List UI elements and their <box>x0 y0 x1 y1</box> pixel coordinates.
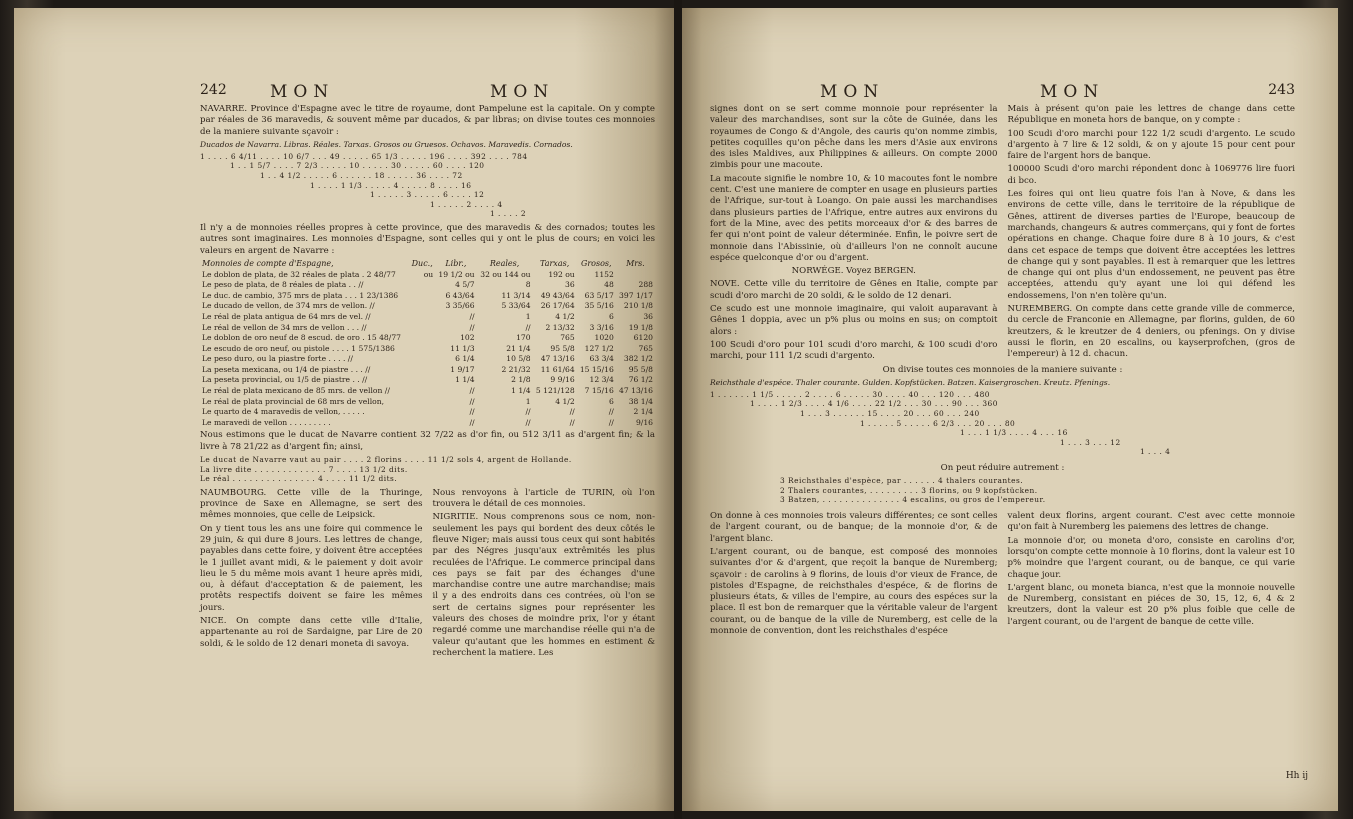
coin-value-cell: // <box>469 311 475 321</box>
argent-blanc-paragraph: L'argent blanc, ou moneta bianca, n'est que la monnoie nouvelle de Nuremberg, consistant en piéces de 30, 15, 12, 6, 4 & 2 kreutzers, dont la valeur est 20 p% plus foible que celle de l'argent courant, ou de l'argent de banque de cette ville. <box>1007 582 1295 627</box>
navarre-row: 1 . . . . . 2 . . . . 4 <box>430 199 503 209</box>
coin-value-cell: 765 <box>560 333 575 343</box>
navarre-paragraph: NAVARRE. Province d'Espagne avec le titre de royaume, dont Pampelune est la capitale. On y compte par réales de 36 maravedis, & souvent même par ducados, & par libras; on divise toutes ces monnoies de la maniere suivante sçavoir : <box>200 104 655 137</box>
navarre-row: 1 . . . . 2 <box>490 209 527 219</box>
navarre-row: 1 . . . . 6 4/11 . . . . 10 6/7 . . . 49 . . . . . 65 1/3 . . . . . 196 . . . . 392 . . . . 784 <box>200 151 528 161</box>
coin-value-cell: 4 1/2 <box>555 311 575 321</box>
nuremberg-paragraph: NUREMBERG. On compte dans cette grande ville de commerce, du cercle de Franconie en Allemagne, par florins, gulden, de 60 kreutzers, & le kreutzer de 4 deniers, ou pfenings. On y divise aussi le florin, en 20 escalins, ou kayserprofchen, (gros de l'empereur) à 12 d. chacun. <box>1007 304 1295 360</box>
navarre-row: 1 . . 4 1/2 . . . . . 6 . . . . . . 18 . . . . . 36 . . . . 72 <box>260 171 463 181</box>
coin-value-cell: 7 15/16 <box>584 386 614 396</box>
table-body <box>200 270 655 429</box>
coin-value-cell: 192 ou <box>548 269 575 279</box>
coin-value-cell: // <box>469 322 475 332</box>
coin-value-cell: 15 15/16 <box>579 364 614 374</box>
foire-paragraph: On y tient tous les ans une foire qui commence le 29 juin, & qui dure 8 jours. Les lettres de change, payables dans cette foire, y doivent être acceptées le 1 juillet avant midi, & le paiement y doit avoir lieu le 5 du même mois avant 1 heure après midi, ou, à défaut d'acceptation & de paiement, les protêts respectifs doivent se faire les mêmes jours. <box>200 523 423 613</box>
left-content <box>200 104 655 661</box>
equivalence-row: Le réal . . . . . . . . . . . . . . . 4 . . . . 11 1/2 dits. <box>200 474 398 484</box>
scudi-oro-paragraph: 100 Scudi d'oro marchi pour 122 1/2 scudi d'argento. Le scudo d'argento à 7 lire & 12 soldi, & on y ajoute 15 pour cent pour faire de l'argent hors de banque. <box>1007 128 1295 162</box>
reduce-row: 3 Reichsthales d'espèce, par . . . . . . 4 thalers courantes. <box>780 476 1024 486</box>
left-head-word-1: MON <box>270 82 335 102</box>
norwege-heading: NORWÉGE. Voyez BERGEN. <box>791 266 916 277</box>
coin-value-cell: // <box>569 407 575 417</box>
coin-value-cell: 1 <box>525 396 531 406</box>
coin-value-cell: // <box>525 417 531 427</box>
coin-value-cell: 63 5/17 <box>584 290 614 300</box>
coin-value-cell: 21 1/4 <box>506 343 531 353</box>
coin-value-cell: 6 1/4 <box>455 354 475 364</box>
reduce-row: 3 Batzen, . . . . . . . . . . . . . . 4 escalins, ou gros de l'empereur. <box>780 495 1046 505</box>
coin-name-cell: La peseta mexicana, ou 1/4 de piastre . . . // <box>202 364 371 374</box>
left-two-columns <box>200 488 655 661</box>
right-top-columns <box>710 104 1295 365</box>
right-content <box>710 104 1295 639</box>
coin-value-cell <box>409 344 435 355</box>
coin-name-cell: Le maravedi de vellon . . . . . . . . . <box>202 417 331 427</box>
coin-value-cell <box>409 291 435 302</box>
coin-value-cell <box>409 375 435 386</box>
coin-value-cell: 19 1/2 ou <box>438 269 475 279</box>
right-column-b <box>1008 104 1296 365</box>
coin-value-cell: 102 <box>460 333 475 343</box>
coin-value-cell: 2 21/32 <box>501 364 531 374</box>
navarre-row: 1 . . . . . 3 . . . . . 6 . . . . 12 <box>370 190 485 200</box>
col-header: Tarxas, <box>540 258 570 268</box>
coin-value-cell: 1 9/17 <box>450 364 475 374</box>
coin-value-cell <box>409 407 435 418</box>
coin-value-cell: 765 <box>638 343 653 353</box>
coin-value-cell: 26 17/64 <box>540 301 575 311</box>
coin-value-cell: ou <box>423 269 434 279</box>
coin-value-cell: 288 <box>638 280 653 290</box>
coin-value-cell: 5 33/64 <box>501 301 531 311</box>
table-row <box>200 397 655 408</box>
col-header: Duc., <box>411 258 433 268</box>
coin-name-cell: Le réal de plata antigua de 64 mrs de vel. // <box>202 311 371 321</box>
table-row <box>200 354 655 365</box>
right-bottom-column-a <box>710 511 998 639</box>
col-header: Reales, <box>489 258 520 268</box>
nigritie-paragraph: NIGRITIE. Nous comprenons sous ce nom, non-seulement les pays qui bordent des deux côtés le fleuve Niger; mais aussi tous ceux qui sont habités par des Négres jusqu'aux extrêmités les plus reculées de l'Afrique. Le commerce principal dans ces pays se fait par des échanges d'une marchandise contre une autre marchandise; mais il y a des endroits dans ces contrées, où l'on se sert de certains signes pour représenter les valeurs des choses de moindre prix, l'or y étant regardé comme une marchandise réelle qui n'a de valeur qu'autant que les hommes en estiment & recherchent la matiere. Les <box>432 512 655 658</box>
monnoie-or-paragraph: La monnoie d'or, ou moneta d'oro, consiste en carolins d'or, lorsqu'on compte cette monnoie à 10 florins, dont la valeur est 10 p% moindre que l'argent courant, ou de banque, ce qui varie chaque jour. <box>1007 535 1295 580</box>
coin-value-cell: 1020 <box>594 333 614 343</box>
coin-value-cell: 63 3/4 <box>589 354 614 364</box>
right-page <box>682 8 1338 811</box>
coin-value-cell: 6 43/64 <box>445 290 475 300</box>
coin-name-cell: Le peso de plata, de 8 réales de plata . . // <box>202 280 364 290</box>
coin-name-cell: Le doblon de plata, de 32 réales de plata . 2 48/77 <box>202 269 396 279</box>
coin-value-cell: 2 1/4 <box>633 407 653 417</box>
signature-mark: Hh ij <box>1285 771 1308 781</box>
table-row <box>200 365 655 376</box>
coin-name-cell: Le réal de plata mexicano de 85 mrs. de vellon // <box>202 386 390 396</box>
table-row <box>200 291 655 302</box>
coin-value-cell: 170 <box>516 333 531 343</box>
coin-value-cell: 4 5/7 <box>455 280 475 290</box>
coin-value-cell <box>409 312 435 323</box>
right-bottom-column-b <box>1008 511 1296 639</box>
coin-value-cell <box>409 397 435 408</box>
reduce-list <box>710 476 1295 505</box>
coin-value-cell: 210 1/8 <box>623 301 653 311</box>
right-running-head <box>710 82 1295 104</box>
coin-value-cell: 2 13/32 <box>545 322 575 332</box>
coin-value-cell: 11 61/64 <box>540 364 575 374</box>
navarre-row: 1 . . . . 1 1/3 . . . . . 4 . . . . . 8 . . . . 16 <box>310 180 472 190</box>
navarre-table <box>200 152 655 219</box>
reduce-line: On peut réduire autrement : <box>940 462 1065 473</box>
coin-name-cell: Le ducado de vellon, de 374 mrs de vellon. // <box>202 301 375 311</box>
coin-value-cell: 49 43/64 <box>540 290 575 300</box>
coin-value-cell <box>409 333 435 344</box>
navarre-table-header: Ducados de Navarra. Libras. Réales. Tarxas. Grosos ou Gruesos. Ochavos. Maravedis. Cornados. <box>200 139 573 149</box>
coin-value-cell: 6120 <box>633 333 653 343</box>
right-column-a <box>710 104 998 365</box>
coin-name-cell: Le duc. de cambio, 375 mrs de plata . . . 1 23/1386 <box>202 290 399 300</box>
reduce-row: 2 Thalers courantes, . . . . . . . . . 3 florins, ou 9 kopfstücken. <box>780 485 1038 495</box>
coin-value-cell: 127 1/2 <box>584 343 614 353</box>
coin-value-cell: 3 3/16 <box>589 322 614 332</box>
coin-value-cell: 95 5/8 <box>628 364 653 374</box>
spain-coin-table <box>200 259 655 429</box>
table-row <box>200 333 655 344</box>
coin-value-cell: 382 1/2 <box>623 354 653 364</box>
coin-value-cell: 2 1/8 <box>511 375 531 385</box>
right-head-word-1: MON <box>820 82 885 102</box>
estimate-paragraph: Nous estimons que le ducat de Navarre contient 32 7/22 as d'or fin, ou 512 3/11 as d'argent fin; & la livre à 78 21/22 as d'argent fin; ainsi, <box>200 430 655 452</box>
coin-value-cell: 1 <box>525 311 531 321</box>
left-head-word-2: MON <box>490 82 555 102</box>
nuremberg-row: 1 . . . 3 . . . . . . 15 . . . . 20 . . . 60 . . . 240 <box>800 409 980 419</box>
left-page-number: 242 <box>200 82 227 98</box>
scudi-paragraph: 100 Scudi d'oro pour 101 scudi d'oro marchi, & 100 scudi d'oro marchi, pour 111 1/2 scudi d'argento. <box>710 339 998 362</box>
table-row <box>200 407 655 418</box>
nuremberg-row: 1 . . . . . . 1 1/5 . . . . . 2 . . . . 6 . . . . . 30 . . . . 40 . . . 120 . . . 480 <box>710 389 990 399</box>
right-bottom-columns <box>710 511 1295 639</box>
coin-value-cell: 397 1/17 <box>619 290 653 300</box>
left-page <box>14 8 674 811</box>
col-header: Monnoies de compte d'Espagne, <box>202 258 334 268</box>
divide-line: On divise toutes ces monnoies de la maniere suivante : <box>882 364 1123 375</box>
nuremberg-row: 1 . . . 1 1/3 . . . . 4 . . . 16 <box>960 428 1068 438</box>
coin-value-cell <box>409 280 435 291</box>
table-row <box>200 312 655 323</box>
coin-value-cell <box>409 418 435 429</box>
coin-value-cell: 36 <box>565 280 575 290</box>
coin-value-cell: 1 1/4 <box>511 386 531 396</box>
signes-paragraph: signes dont on se sert comme monnoie pour représenter la valeur des marchandises, sont sur la côte de Guinée, dans les royaumes de Congo & d'Angole, des cauris qu'on nomme zimbis, petites coquilles qu'on pêche dans les mers d'Asie aux environs des isles Maldives, aux Philippines & ailleurs. On compte 2000 zimbis pour une macoute. <box>710 104 998 171</box>
coin-value-cell: 11 3/14 <box>501 290 531 300</box>
valeurs-paragraph: On donne à ces monnoies trois valeurs différentes; ce sont celles de l'argent courant, ou de banque; de la monnoie d'or, & de l'argent blanc. <box>710 511 998 544</box>
coin-name-cell: Le doblon de oro neuf de 8 escud. de oro . 15 48/77 <box>202 333 401 343</box>
coin-value-cell: // <box>469 386 475 396</box>
right-page-number: 243 <box>1268 82 1295 98</box>
table-row <box>200 418 655 429</box>
coin-value-cell: 6 <box>608 311 614 321</box>
scudi-lire-paragraph: 100000 Scudi d'oro marchi répondent donc à 1069776 lire fuori di bco. <box>1007 164 1295 186</box>
coin-value-cell: 35 5/16 <box>584 301 614 311</box>
navarre-row: 1 . . 1 5/7 . . . . 7 2/3 . . . . . 10 . . . . . 30 . . . . . 60 . . . . 120 <box>230 161 485 171</box>
table-row <box>200 375 655 386</box>
coin-value-cell: 6 <box>608 396 614 406</box>
coin-value-cell: 95 5/8 <box>550 343 575 353</box>
naumbourg-paragraph: NAUMBOURG. Cette ville de la Thuringe, province de Saxe en Allemagne, se sert des mêmes monnoies, que celle de Leipsick. <box>200 487 423 521</box>
table-row <box>200 270 655 281</box>
coin-value-cell: 48 <box>604 280 614 290</box>
coin-value-cell: 12 3/4 <box>589 375 614 385</box>
coin-value-cell <box>409 301 435 312</box>
equivalence-row: La livre dite . . . . . . . . . . . . . 7 . . . . 13 1/2 dits. <box>200 464 408 474</box>
coin-value-cell: 1 1/4 <box>455 375 475 385</box>
table-row <box>200 386 655 397</box>
nuremberg-table-header: Reichsthale d'espéce. Thaler courante. Gulden. Kopfstücken. Batzen. Kaisergroschen. Kreutz. Pfenings. <box>710 377 1111 387</box>
present-paragraph: Mais à présent qu'on paie les lettres de change dans cette République en moneta hors de banque, on y compte : <box>1007 104 1295 126</box>
coin-value-cell: 38 1/4 <box>628 396 653 406</box>
book-gutter <box>674 0 682 819</box>
coin-value-cell: // <box>569 417 575 427</box>
table-header-row <box>200 259 655 270</box>
coin-value-cell: 4 1/2 <box>555 396 575 406</box>
coin-value-cell: 3 35/66 <box>445 301 475 311</box>
coin-value-cell: 76 1/2 <box>628 375 653 385</box>
real-money-paragraph: Il n'y a de monnoies réelles propres à cette province, que des maravedis & des cornados; toutes les autres sont imaginaires. Les monnoies d'Espagne, sont celles qui y ont le plus de cours; en voici les valeurs en argent de Navarre : <box>200 223 655 256</box>
left-running-head <box>200 82 655 104</box>
coin-value-cell <box>409 365 435 376</box>
coin-value-cell: 32 ou 144 ou <box>480 269 531 279</box>
nuremberg-row: 1 . . . . . 5 . . . . . 6 2/3 . . . 20 . . . 80 <box>860 418 1016 428</box>
coin-value-cell: // <box>469 396 475 406</box>
coin-value-cell: 47 13/16 <box>540 354 575 364</box>
coin-value-cell: 5 121/128 <box>535 386 575 396</box>
left-column-a <box>200 488 423 661</box>
nuremberg-row: 1 . . . 4 <box>1140 447 1171 457</box>
coin-value-cell: // <box>608 407 614 417</box>
coin-value-cell: 11 1/3 <box>450 343 475 353</box>
coin-value-cell: 9 9/16 <box>550 375 575 385</box>
coin-value-cell: 19 1/8 <box>628 322 653 332</box>
coin-value-cell: 9/16 <box>635 417 653 427</box>
col-header: Mrs. <box>626 258 645 268</box>
coin-name-cell: Le réal de vellon de 34 mrs de vellon . . . // <box>202 322 367 332</box>
coin-value-cell: // <box>469 407 475 417</box>
table-row <box>200 323 655 334</box>
coin-value-cell <box>409 386 435 397</box>
florins-paragraph: valent deux florins, argent courant. C'est avec cette monnoie qu'on fait à Nuremberg les paiemens des lettres de change. <box>1007 511 1295 533</box>
coin-name-cell: La peseta provincial, ou 1/5 de piastre . . // <box>202 375 368 385</box>
nuremberg-table <box>710 390 1295 457</box>
turin-paragraph: Nous renvoyons à l'article de TURIN, où l'on trouvera le détail de ces monnoies. <box>432 487 655 510</box>
coin-value-cell: // <box>525 322 531 332</box>
table-row <box>200 344 655 355</box>
coin-value-cell <box>409 354 435 365</box>
argent-courant-paragraph: L'argent courant, ou de banque, est composé des monnoies suivantes d'or & d'argent, que reçoit la banque de Nuremberg; sçavoir : de carolins à 9 florins, de louis d'or vieux de France, de pistoles d'Espagne, de reichsthales d'espéce, & de florins de plusieurs états, & villes de l'empire, au cours des espéces sur la place. Il est bon de remarquer que la véritable valeur de l'argent courant, ou de banque de la ville de Nuremberg, est celle de la monnoie de convention, dont les reichsthales d'espéce <box>710 546 998 637</box>
coin-value-cell <box>409 323 435 334</box>
col-header: Grosos, <box>580 258 612 268</box>
table-row <box>200 301 655 312</box>
coin-name-cell: Le quarto de 4 maravedis de vellon, . . . . . <box>202 407 365 417</box>
nuremberg-row: 1 . . . . 1 2/3 . . . . 4 1/6 . . . . 22 1/2 . . . 30 . . . 90 . . . 360 <box>750 399 998 409</box>
foires-nove-paragraph: Les foires qui ont lieu quatre fois l'an à Nove, & dans les environs de cette ville, dans le territoire de la république de Gênes, attirent de diverses parties de l'Europe, beaucoup de marchands, changeurs & autres commerçans, qui y font de fortes opérations en change. Chaque foire dure 8 à 10 jours, & c'est dans cet espace de temps que doivent être acceptées les lettres de change qui y sont payables. Il est à remarquer que les lettres de change qui ont plus d'un endossement, ne peuvent pas être acceptées, attendu qu'y ayant une loi qui défend les endossemens, l'on n'en tolère qu'un. <box>1007 189 1295 301</box>
coin-value-cell: // <box>525 407 531 417</box>
table-row <box>200 280 655 291</box>
coin-value-cell: 47 13/16 <box>619 386 653 396</box>
macoute-paragraph: La macoute signifie le nombre 10, & 10 macoutes font le nombre cent. C'est une maniere de compter en usage en plusieurs parties de l'Afrique, sur-tout à Loango. On paie aussi les marchandises dans plusieurs parties de l'Afrique, entre autres aux environs du fort de la Mine, avec des petits morceaux d'or & des barres de fer qui n'ont point de valeur déterminée. Enfin, le poivre sert de monnoie dans l'Abissinie, où d'ailleurs l'on ne connoît aucune espéce quelconque d'or ou d'argent. <box>710 173 998 263</box>
coin-value-cell: // <box>469 417 475 427</box>
coin-value-cell: // <box>608 417 614 427</box>
nove-paragraph: NOVE. Cette ville du territoire de Gênes en Italie, compte par scudi d'oro marchi de 20 soldi, & le soldo de 12 denari. <box>710 279 998 301</box>
scudo-paragraph: Ce scudo est une monnoie imaginaire, qui valoit auparavant à Gênes 1 doppia, avec un p% plus ou moins en sus; on comptoit alors : <box>710 304 998 337</box>
nice-paragraph: NICE. On compte dans cette ville d'Italie, appartenante au roi de Sardaigne, par Lire de 20 soldi, & le soldo de 12 denari moneta di savoya. <box>200 616 423 649</box>
left-column-b <box>433 488 656 661</box>
nuremberg-row: 1 . . . 3 . . . 12 <box>1060 437 1121 447</box>
coin-name-cell: Le peso duro, ou la piastre forte . . . . // <box>202 354 353 364</box>
coin-name-cell: Le escudo de oro neuf, ou pistole . . . . 1 575/1386 <box>202 343 395 353</box>
coin-value-cell: 1152 <box>594 269 614 279</box>
col-header: Libr., <box>445 258 467 268</box>
right-head-word-2: MON <box>1040 82 1105 102</box>
coin-value-cell: 10 5/8 <box>506 354 531 364</box>
coin-value-cell: 36 <box>643 311 653 321</box>
equivalence-row: Le ducat de Navarre vaut au pair . . . . 2 florins . . . . 11 1/2 sols 4, argent de Hollande. <box>200 455 572 465</box>
coin-name-cell: Le réal de plata provincial de 68 mrs de vellon, <box>202 396 385 406</box>
coin-value-cell: 8 <box>525 280 531 290</box>
